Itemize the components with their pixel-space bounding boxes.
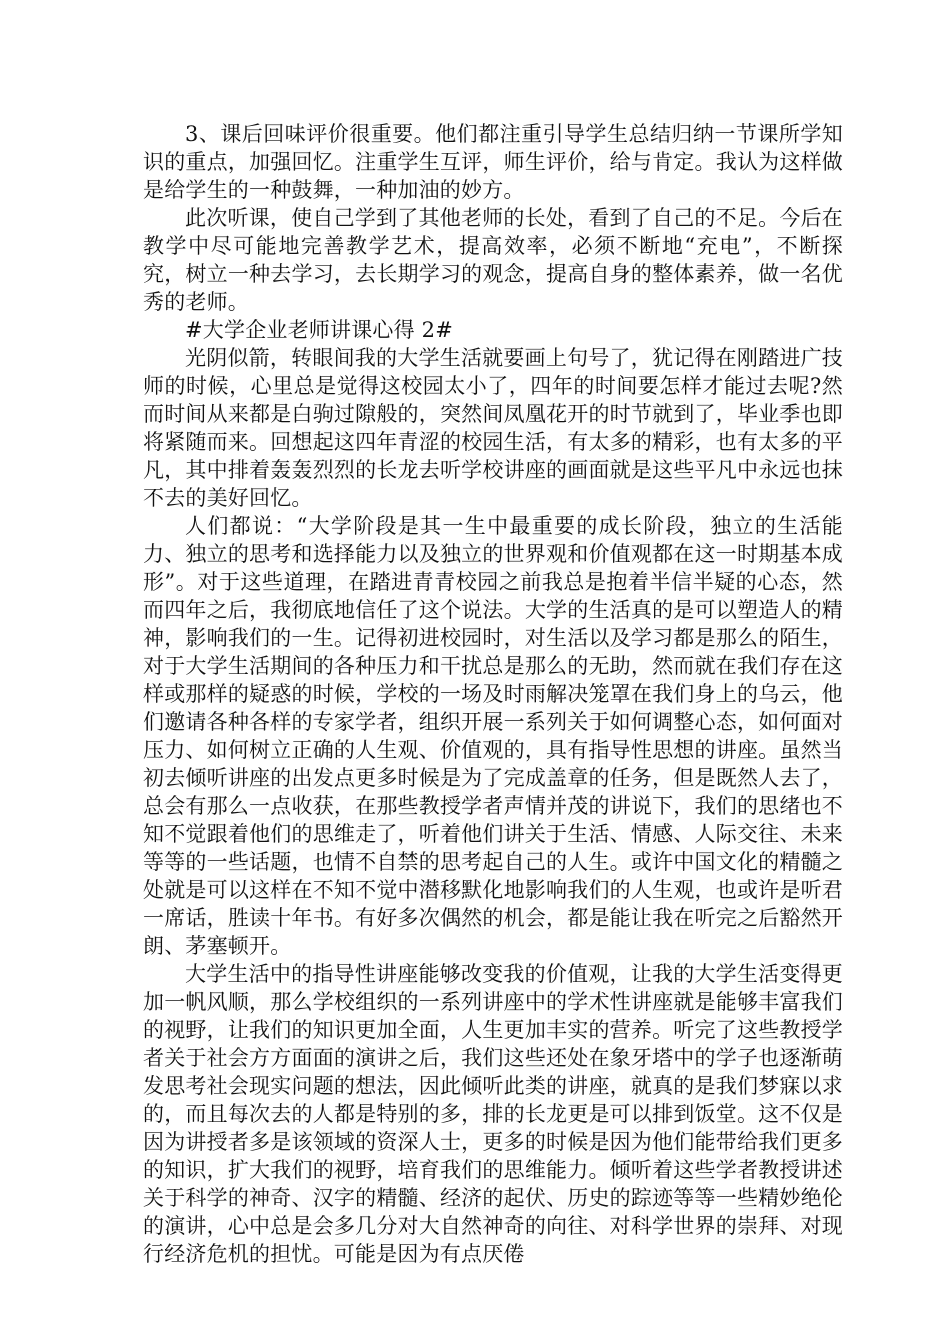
paragraph-2: 此次听课，使自己学到了其他老师的长处，看到了自己的不足。今后在教学中尽可能地完善教学艺术，提高效率，必须不断地“充电”，不断探究，树立一种去学习，去长期学习的观念，提高自身的整体素养，做一名优秀的老师。 [143,206,843,314]
paragraph-5: 大学生活中的指导性讲座能够改变我的价值观，让我的大学生活变得更加一帆风顺，那么学校组织的一系列讲座中的学术性讲座就是能够丰富我们的视野，让我们的知识更加全面，人生更加丰实的营养。听完了这些教授学者关于社会方方面面的演讲之后，我们这些还处在象牙塔中的学子也逐渐萌发思考社会现实问题的想法，因此倾听此类的讲座，就真的是我们梦寐以求的，而且每次去的人都是特别的多，排的长龙更是可以排到饭堂。这不仅是因为讲授者多是该领域的资深人士，更多的时候是因为他们能带给我们更多的知识，扩大我们的视野，培育我们的思维能力。倾听着这些学者教授讲述关于科学的神奇、汉字的精髓、经济的起伏、历史的踪迹等等一些精妙绝伦的演讲，心中总是会多几分对大自然神奇的向往、对科学世界的崇拜、对现行经济危机的担忧。可能是因为有点厌倦 [143,962,843,1266]
document-body [143,120,843,1268]
paragraph-3: 光阴似箭，转眼间我的大学生活就要画上句号了，犹记得在刚踏进广技师的时候，心里总是觉得这校园太小了，四年的时间要怎样才能过去呢?然而时间从来都是白驹过隙般的，突然间凤凰花开的时节就到了，毕业季也即将紧随而来。回想起这四年青涩的校园生活，有太多的精彩，也有太多的平凡，其中排着轰轰烈烈的长龙去听学校讲座的画面就是这些平凡中永远也抹不去的美好回忆。 [143,346,843,510]
section-heading: #大学企业老师讲课心得 2# [185,318,454,342]
paragraph-4: 人们都说：“大学阶段是其一生中最重要的成长阶段，独立的生活能力、独立的思考和选择能力以及独立的世界观和价值观都在这一时期基本成形”。对于这些道理，在踏进青青校园之前我总是抱着半信半疑的心态，然而四年之后，我彻底地信任了这个说法。大学的生活真的是可以塑造人的精神，影响我们的一生。记得初进校园时，对生活以及学习都是那么的陌生，对于大学生活期间的各种压力和干扰总是那么的无助，然而就在我们存在这样或那样的疑惑的时候，学校的一场及时雨解决笼罩在我们身上的乌云，他们邀请各种各样的专家学者，组织开展一系列关于如何调整心态，如何面对压力、如何树立正确的人生观、价值观的，具有指导性思想的讲座。虽然当初去倾听讲座的出发点更多时候是为了完成盖章的任务，但是既然人去了，总会有那么一点收获，在那些教授学者声情并茂的讲说下，我们的思绪也不知不觉跟着他们的思维走了，听着他们讲关于生活、情感、人际交往、未来等等的一些话题，也情不自禁的思考起自己的人生。或许中国文化的精髓之处就是可以这样在不知不觉中潜移默化地影响我们的人生观，也或许是听君一席话，胜读十年书。有好多次偶然的机会，都是能让我在听完之后豁然开朗、茅塞顿开。 [143,514,843,958]
paragraph-1: 3、课后回味评价很重要。他们都注重引导学生总结归纳一节课所学知识的重点，加强回忆。注重学生互评，师生评价，给与肯定。我认为这样做是给学生的一种鼓舞，一种加油的妙方。 [143,122,843,202]
